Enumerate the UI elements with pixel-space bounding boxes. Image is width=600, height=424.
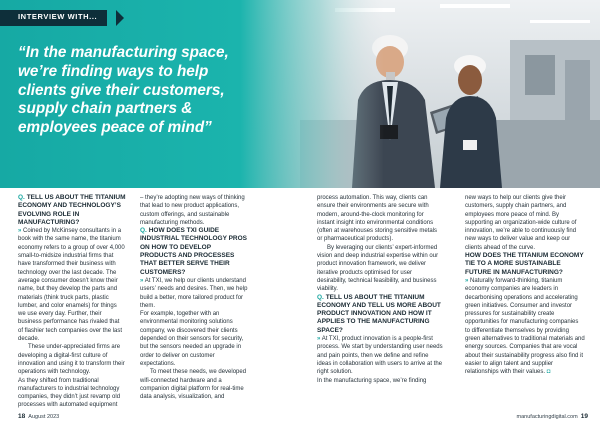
question-heading — [317, 294, 443, 335]
column-3 — [317, 194, 443, 385]
answer-paragraph: – they’re adopting new ways of thinking that lead to new product applications, custom offerings, and sustainable manufacturing methods. — [140, 195, 245, 226]
question-marker: Q. — [140, 227, 147, 235]
double-chevron-icon: » — [140, 277, 144, 284]
pull-quote: “In the manufacturing space, we’re finding ways to help clients give their customers, supply chain partners & employees peace of mind” — [18, 44, 229, 137]
double-chevron-icon: » — [317, 336, 321, 343]
double-chevron-icon: » — [465, 277, 469, 284]
page-number-left: 18 — [18, 413, 26, 420]
answer-text: At TXI, we help our clients understand users’ needs and desires. Then, we help build a better, more tailored product for them. — [140, 277, 248, 309]
answer-paragraph — [465, 277, 585, 377]
issue-date: August 2023 — [28, 414, 60, 420]
answer-paragraph — [18, 227, 126, 343]
answer-text: Coined by McKinsey consultants in a book with the same name, the titanium economy refers to a group of over 4,000 small-to-midsize industrial firms that have transformed their business with technology over the last decade. The average consumer doesn’t know their name, but they develop the parts and materials (think truck parts, plastic lumber, and color enamels) for things we use every day. Further, their business performance has rivaled that of flashier tech companies over the last decade. — [18, 228, 125, 343]
kicker-arrow-icon — [116, 10, 124, 26]
question-heading — [18, 194, 126, 227]
end-mark-icon: ◘ — [546, 369, 551, 376]
footer-left — [18, 413, 59, 420]
page-number-right: 19 — [580, 413, 588, 420]
answer-paragraph: process automation. This way, clients can ensure their environments are secure with modern, around-the-clock monitoring for instant insight into environmental conditions (often at warehouses storing sensitive metals or pharmaceutical products). — [317, 195, 438, 243]
answer-paragraph: To meet these needs, we developed wifi-connected hardware and a companion digital platform for real-time data analysis, visualization, and — [140, 369, 247, 401]
answer-paragraph — [317, 335, 443, 376]
answer-text: Naturally forward-thinking, titanium economy companies are leaders in decarbonising operations and accelerating green initiatives. Consumer and investor pressures for sustainability create opportunities for manufacturing companies to differentiate themselves by providing green alternatives to traditional materials and energy sources. Companies that are vocal about their sustainability progress also find it easier to align talent and supplier relationships with their values. — [465, 277, 585, 376]
hero-banner — [0, 0, 600, 188]
answer-text: At TXI, product innovation is a people-first process. We start by understanding user needs and pain points, then we define and refine ideas in collaboration with users to arrive at the right solution. — [317, 336, 443, 376]
column-1 — [18, 194, 126, 410]
answer-paragraph: As they shifted from traditional manufacturers to industrial technology companies, they didn’t just revamp old processes with automated equipment — [18, 377, 121, 409]
site-url: manufacturingdigital.com — [516, 414, 578, 420]
answer-paragraph — [140, 277, 248, 310]
column-4 — [465, 194, 585, 377]
interview-kicker: INTERVIEW WITH... — [0, 10, 107, 26]
factory-photo — [240, 0, 600, 188]
question-text: TELL US ABOUT THE TITANIUM ECONOMY AND TECHNOLOGY’S EVOLVING ROLE IN MANUFACTURING? — [18, 194, 126, 226]
double-chevron-icon: » — [18, 228, 22, 235]
question-marker: Q. — [317, 293, 324, 301]
answer-paragraph: new ways to help our clients give their customers, supply chain partners, and employees more peace of mind. By supporting an organization-wide culture of innovation, we’re able to continuously find new ways to deliver value and keep our clients ahead of the curve. — [465, 195, 577, 251]
answer-paragraph: These under-appreciated firms are developing a digital-first culture of innovation and using it to transform their operations with technology. — [18, 344, 125, 376]
answer-paragraph: For example, together with an environmental monitoring solutions company, we discovered their clients depended on their sensors for security, but the sensors needed an upgrade in order to deliver on customer expectations. — [140, 311, 244, 367]
question-marker: Q. — [18, 194, 25, 201]
question-text: TELL US ABOUT THE TITANIUM ECONOMY AND TELL US MORE ABOUT PRODUCT INNOVATION AND HOW IT APPLIES TO THE MANUFACTURING SPACE? — [317, 293, 441, 334]
footer-right — [517, 413, 588, 420]
article-body — [0, 194, 600, 414]
question-heading: HOW DOES THE TITANIUM ECONOMY TIE TO A MORE SUSTAINABLE FUTURE IN MANUFACTURING? — [465, 252, 584, 276]
question-text: HOW DOES TXI GUIDE INDUSTRIAL TECHNOLOGY PROS ON HOW TO DEVELOP PRODUCTS AND PROCESSES THAT BETTER SERVE THEIR CUSTOMERS? — [140, 227, 248, 276]
column-2 — [140, 194, 248, 401]
question-heading — [140, 227, 248, 277]
answer-paragraph: In the manufacturing space, we’re finding — [317, 377, 427, 384]
answer-paragraph: By leveraging our clients’ expert-informed vision and deep industrial expertise within our product innovation framework, we deliver iterative products optimised for user desirability, technical feasibility, and business viability. — [317, 244, 439, 293]
